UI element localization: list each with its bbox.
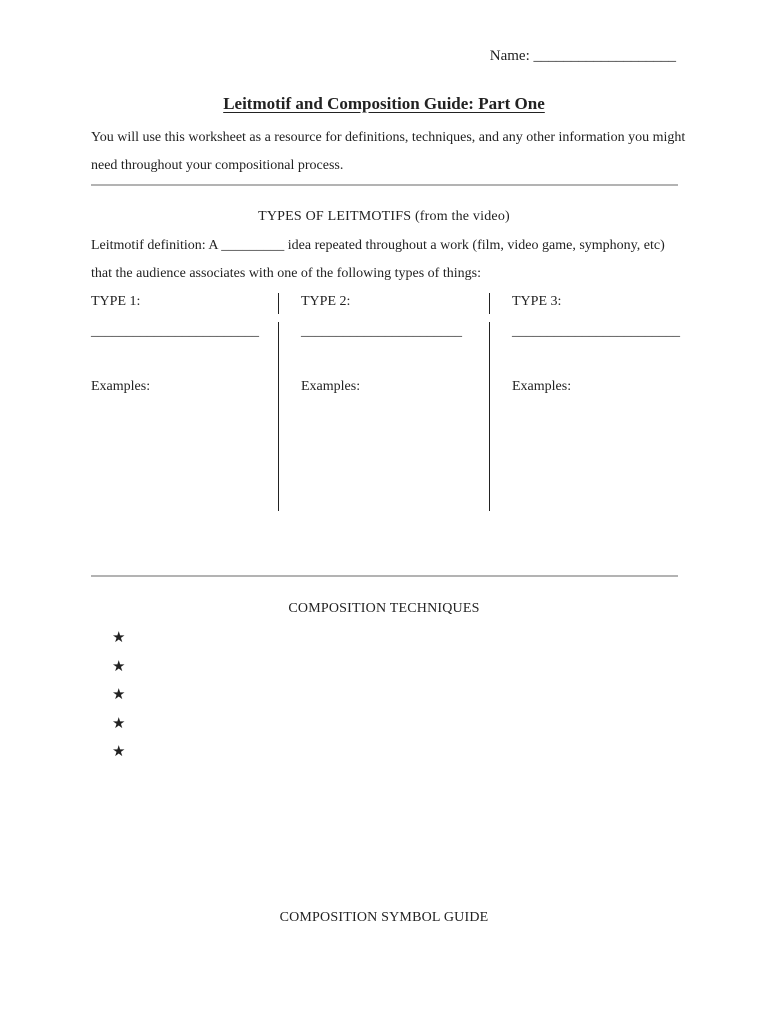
section-divider bbox=[91, 575, 678, 577]
leitmotif-definition: Leitmotif definition: A _________ idea repeated throughout a work (film, video game, symphony, etc) that the audience associates with one of the following types of things: bbox=[91, 238, 665, 281]
type-3-label: TYPE 3: bbox=[512, 294, 562, 309]
intro-paragraph: You will use this worksheet as a resource for definitions, techniques, and any other information you might need throughout your compositional process. bbox=[91, 130, 686, 173]
type-1-label: TYPE 1: bbox=[91, 294, 141, 309]
type-3-blank: ________________________ bbox=[512, 324, 680, 339]
leitmotif-types-heading: TYPES OF LEITMOTIFS (from the video) bbox=[258, 209, 510, 224]
star-bullet-icon: ★ bbox=[112, 687, 126, 703]
star-bullet-icon: ★ bbox=[112, 658, 126, 675]
star-bullet-icon: ★ bbox=[112, 630, 126, 646]
type-2-examples-label: Examples: bbox=[301, 379, 361, 394]
section-divider bbox=[91, 184, 678, 186]
type-2-blank: _______________________ bbox=[301, 324, 462, 339]
composition-symbol-guide-heading: COMPOSITION SYMBOL GUIDE bbox=[279, 910, 489, 925]
type-1-examples-label: Examples: bbox=[91, 379, 151, 394]
type-3-examples-label: Examples: bbox=[512, 379, 572, 394]
page-title: Leitmotif and Composition Guide: Part One bbox=[223, 94, 545, 113]
star-bullet-icon: ★ bbox=[112, 744, 126, 760]
column-divider bbox=[278, 322, 279, 511]
type-2-label: TYPE 2: bbox=[301, 294, 351, 309]
column-divider-top bbox=[278, 293, 279, 314]
column-divider-top bbox=[489, 293, 490, 314]
composition-techniques-heading: COMPOSITION TECHNIQUES bbox=[288, 601, 480, 616]
type-1-blank: ________________________ bbox=[91, 324, 259, 339]
star-bullet-icon: ★ bbox=[112, 715, 126, 732]
column-divider bbox=[489, 322, 490, 511]
techniques-bullet-list bbox=[112, 624, 125, 767]
name-field-label: Name: ___________________ bbox=[489, 48, 676, 64]
